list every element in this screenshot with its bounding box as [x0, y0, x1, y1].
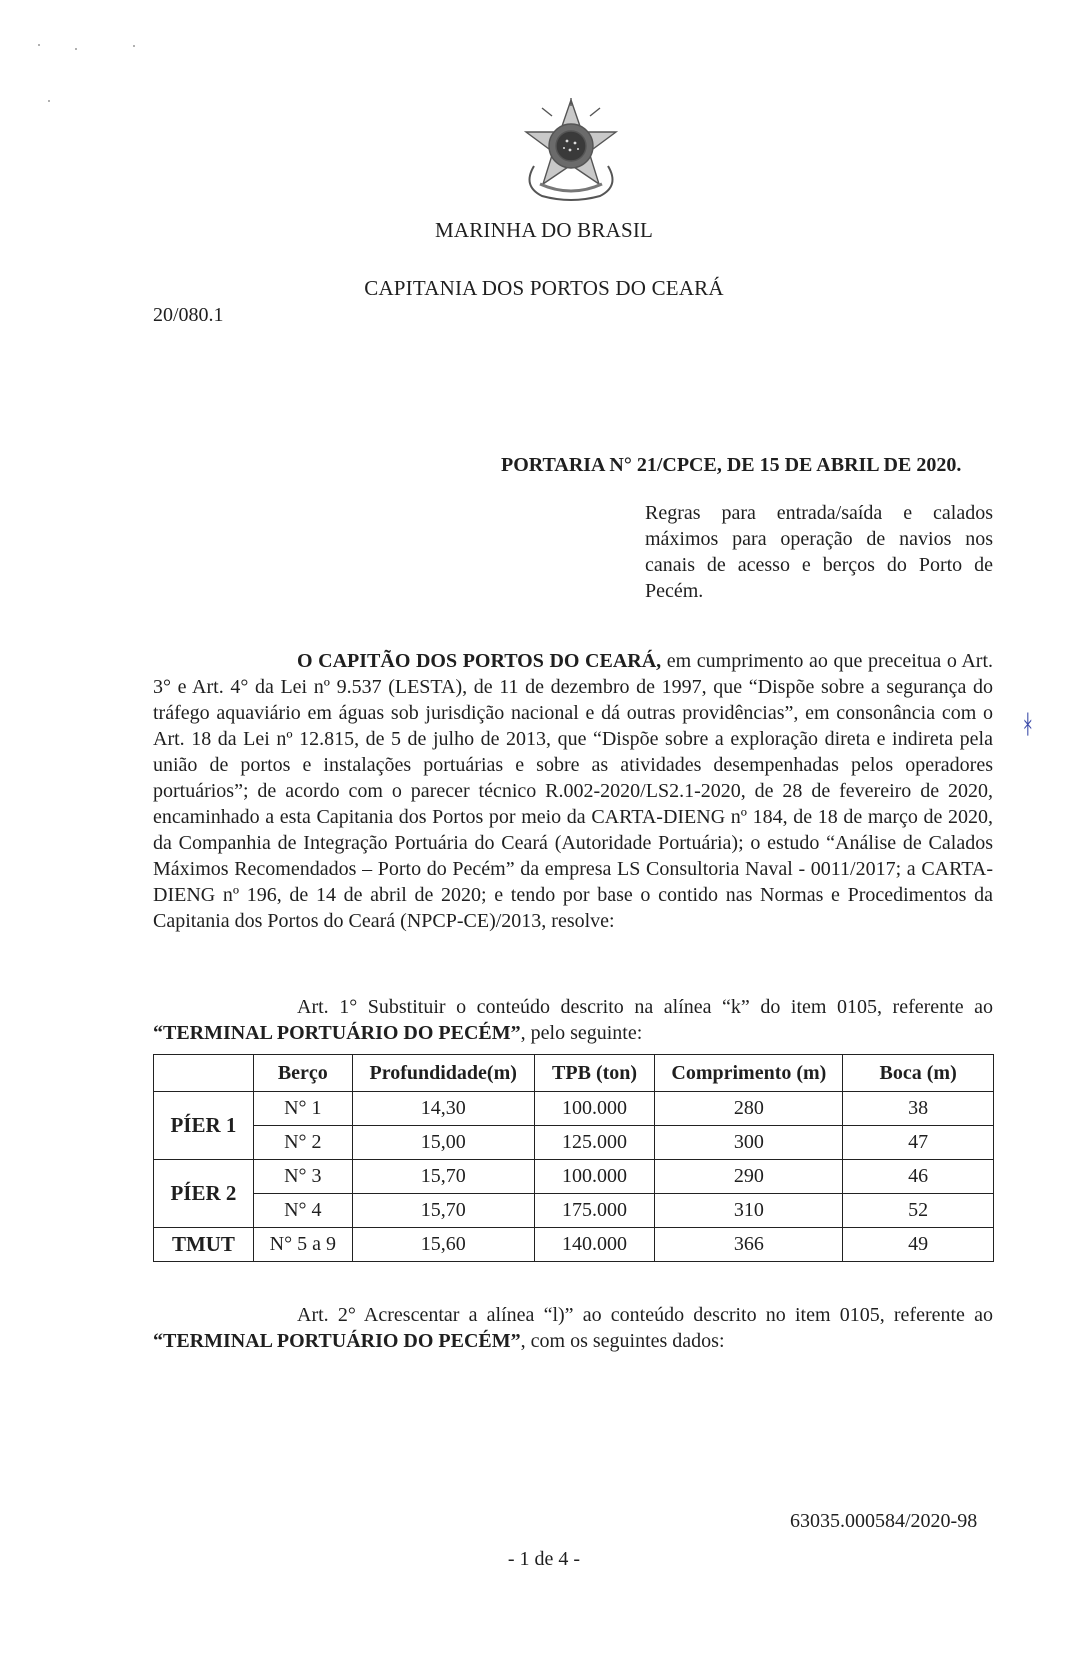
document-process-number: 63035.000584/2020-98: [790, 1510, 978, 1532]
portaria-title: PORTARIA N° 21/CPCE, DE 15 DE ABRIL DE 2020.: [501, 454, 962, 476]
document-reference: 20/080.1: [153, 304, 224, 326]
table-header-cell: Comprimento (m): [655, 1055, 843, 1092]
table-cell: N° 5 a 9: [253, 1228, 352, 1262]
table-header-cell: Boca (m): [843, 1055, 994, 1092]
article-1: [153, 994, 993, 1046]
table-cell: 15,70: [352, 1160, 534, 1194]
article-2: [153, 1302, 993, 1354]
table-cell: 52: [843, 1194, 994, 1228]
article-2-text: Art. 2° Acrescentar a alínea “l)” ao conteúdo descrito no item 0105, referente ao: [297, 1304, 993, 1326]
scan-speck: [133, 45, 135, 47]
article-1-tail: , pelo seguinte:: [520, 1022, 643, 1044]
table-cell: 46: [843, 1160, 994, 1194]
group-label: TMUT: [154, 1228, 254, 1262]
table-header-cell: Profundidade(m): [352, 1055, 534, 1092]
table-row: [154, 1228, 994, 1262]
table-header-cell: [154, 1055, 254, 1092]
preamble-lead: O CAPITÃO DOS PORTOS DO CEARÁ,: [297, 650, 662, 672]
article-1-emphasis: “TERMINAL PORTUÁRIO DO PECÉM”: [153, 1022, 521, 1044]
scan-speck: [48, 100, 50, 102]
organization-name: MARINHA DO BRASIL: [434, 218, 654, 242]
table-cell: 175.000: [534, 1194, 655, 1228]
table-cell: 14,30: [352, 1092, 534, 1126]
table-row: [154, 1194, 994, 1228]
table-cell: 300: [655, 1126, 843, 1160]
table-row: [154, 1126, 994, 1160]
berth-table: [153, 1054, 994, 1262]
table-cell: 366: [655, 1228, 843, 1262]
table-cell: 15,00: [352, 1126, 534, 1160]
table-cell: 47: [843, 1126, 994, 1160]
article-1-text: Art. 1° Substituir o conteúdo descrito na alínea “k” do item 0105, referente ao: [297, 996, 993, 1018]
table-cell: 125.000: [534, 1126, 655, 1160]
table-cell: 49: [843, 1228, 994, 1262]
table-cell: 100.000: [534, 1092, 655, 1126]
ementa: Regras para entrada/saída e calados máximos para operação de navios nos canais de acesso e berços do Porto de Pecém.: [645, 502, 993, 602]
table-cell: 280: [655, 1092, 843, 1126]
margin-initial-mark: ᚼ: [1020, 710, 1036, 740]
table-cell: 15,60: [352, 1228, 534, 1262]
scan-speck: [38, 44, 40, 46]
table-cell: 15,70: [352, 1194, 534, 1228]
preamble-paragraph: [153, 648, 993, 934]
article-2-emphasis: “TERMINAL PORTUÁRIO DO PECÉM”: [153, 1330, 521, 1352]
brazil-coat-of-arms-icon: [512, 96, 630, 206]
table-header-cell: TPB (ton): [534, 1055, 655, 1092]
table-cell: 290: [655, 1160, 843, 1194]
unit-name: CAPITANIA DOS PORTOS DO CEARÁ: [364, 276, 724, 300]
table-cell: N° 4: [253, 1194, 352, 1228]
group-label: PÍER 1: [154, 1092, 254, 1160]
table-cell: 140.000: [534, 1228, 655, 1262]
scan-speck: [75, 48, 77, 50]
table-cell: 310: [655, 1194, 843, 1228]
table-row: [154, 1160, 994, 1194]
page-number: - 1 de 4 -: [507, 1548, 581, 1570]
table-cell: 100.000: [534, 1160, 655, 1194]
article-2-tail: , com os seguintes dados:: [520, 1330, 725, 1352]
table-cell: N° 2: [253, 1126, 352, 1160]
table-header-cell: Berço: [253, 1055, 352, 1092]
table-header-row: [154, 1055, 994, 1092]
preamble-text: em cumprimento ao que preceitua o Art. 3° e Art. 4° da Lei nº 9.537 (LESTA), de 11 de dezembro de 1997, que “Dispõe sobre a segurança do tráfego aquaviário em águas sob jurisdição nacional e dá outras providências”, em consonância com o Art. 18 da Lei nº 12.815, de 5 de julho de 2013, que “Dispõe sobre a exploração direta e indireta pela união de portos e instalações portuárias e sobre as atividades desempenhadas pelos operadores portuários”; de acordo com o parecer técnico R.002-2020/LS2.1-2020, de 28 de fevereiro de 2020, encaminhado a esta Capitania dos Portos por meio da CARTA-DIENG nº 184, de 18 de março de 2020, da Companhia de Integração Portuária do Ceará (Autoridade Portuária); o estudo “Análise de Calados Máximos Recomendados – Porto do Pecém” da empresa LS Consultoria Naval - 0011/2017; a CARTA-DIENG nº 196, de 14 de abril de 2020; e tendo por base o contido nas Normas e Procedimentos da Capitania dos Portos do Ceará (NPCP-CE)/2013, resolve:: [153, 650, 993, 932]
table-cell: N° 3: [253, 1160, 352, 1194]
group-label: PÍER 2: [154, 1160, 254, 1228]
table-cell: 38: [843, 1092, 994, 1126]
table-cell: N° 1: [253, 1092, 352, 1126]
table-row: [154, 1092, 994, 1126]
